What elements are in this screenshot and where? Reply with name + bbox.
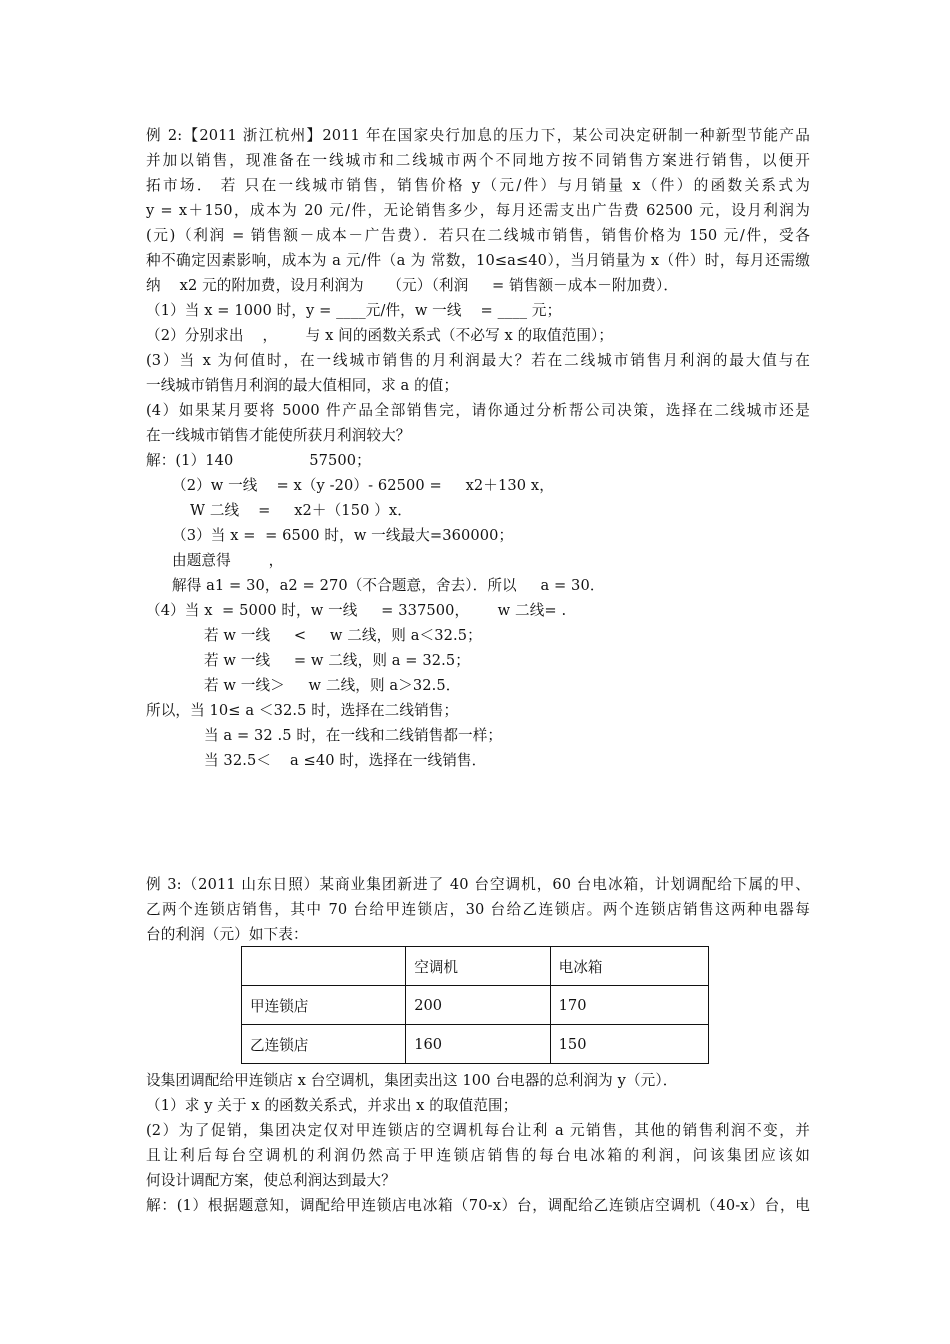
ex3-question-1: （1）求 y 关于 x 的函数关系式，并求出 x 的取值范围； [146,1097,518,1114]
ex2-conclusion-2: 当 a = 32 .5 时，在一线和二线销售都一样； [204,727,503,744]
ex3-question-2-cont: 且让利后每台空调机的利润仍然高于甲连锁店销售的每台电冰箱的利润，问该集团应该如 [146,1147,810,1164]
ex2-solution-4a: （4）当 x = 5000 时，w 一线 = 337500， w 二线= . [146,602,567,619]
table-header-cell: 空调机 [406,947,550,986]
ex3-line-2: 乙两个连锁店销售，其中 70 台给甲连锁店，30 台给乙连锁店。两个连锁店销售这两种电器每 [146,901,810,918]
table-cell: 150 [550,1025,708,1064]
table-cell: 170 [550,986,708,1025]
ex3-solution-1: 解：(1）根据题意知，调配给甲连锁店电冰箱（70-x）台，调配给乙连锁店空调机（40-x）台，电 [146,1197,810,1214]
ex2-line-5: (元)（利润 = 销售额－成本－广告费）．若只在二线城市销售，销售价格为 150 元/件，受各 [146,227,810,244]
ex2-solution-3b: 由题意得 ， [172,552,284,569]
ex2-solution-3c: 解得 a1 = 30，a2 = 270（不合题意，舍去）．所以 a = 30． [172,577,605,594]
table-row [242,986,709,1025]
ex2-question-4-cont: 在一线城市销售才能使所获月利润较大？ [146,427,411,444]
ex2-question-2: （2）分别求出 ， 与 x 间的函数关系式（不必写 x 的取值范围）； [146,327,614,344]
ex2-solution-4b: 若 w 一线 < w 二线，则 a＜32.5； [204,627,482,644]
table-row [242,1025,709,1064]
ex2-question-3-cont: 一线城市销售月利润的最大值相同，求 a 的值； [146,377,459,394]
ex3-question-2-end: 何设计调配方案，使总利润达到最大？ [146,1172,396,1189]
ex2-question-1: （1）当 x = 1000 时，y = ____元/件，w 一线 = ____ 元； [146,302,562,319]
ex2-line-4: y = x＋150，成本为 20 元/件，无论销售多少，每月还需支出广告费 62500 元，设月利润为 [146,202,810,219]
table-header-cell: 电冰箱 [550,947,708,986]
ex2-question-4: (4）如果某月要将 5000 件产品全部销售完，请你通过分析帮公司决策，选择在二线城市还是 [146,402,810,419]
ex2-solution-4d: 若 w 一线＞ w 二线，则 a＞32.5． [204,677,461,694]
table-header-cell [242,947,406,986]
ex3-after-1: 设集团调配给甲连锁店 x 台空调机，集团卖出这 100 台电器的总利润为 y（元）． [146,1072,678,1089]
ex3-line-1: 例 3:（2011 山东日照）某商业集团新进了 40 台空调机，60 台电冰箱，计划调配给下属的甲、 [146,876,810,893]
table-cell: 160 [406,1025,550,1064]
ex2-conclusion-1: 所以，当 10≤ a ＜32.5 时，选择在二线销售； [146,702,459,719]
ex3-question-2: (2）为了促销，集团决定仅对甲连锁店的空调机每台让利 a 元销售，其他的销售利润不变，并 [146,1122,810,1139]
table-cell: 200 [406,986,550,1025]
ex2-solution-2a: （2）w 一线 = x（y -20）- 62500 = x2＋130 x， [172,477,554,494]
table-cell: 甲连锁店 [242,986,406,1025]
table-cell: 乙连锁店 [242,1025,406,1064]
ex2-solution-4c: 若 w 一线 = w 二线，则 a = 32.5； [204,652,470,669]
ex3-line-3: 台的利润（元）如下表： [146,926,308,943]
ex2-line-7: 纳 x2 元的附加费，设月利润为 （元）（利润 = 销售额－成本－附加费）． [146,277,679,294]
ex2-solution-2b: W 二线 = x2＋（150 ）x． [190,502,412,519]
ex2-solution-3a: （3）当 x = = 6500 时，w 一线最大=360000； [172,527,514,544]
ex2-solution-1: 解：(1）140 57500； [146,452,371,469]
table-header-row [242,947,709,986]
ex2-line-1: 例 2:【2011 浙江杭州】2011 年在国家央行加息的压力下，某公司决定研制一种新型节能产品 [146,127,810,144]
ex2-line-2: 并加以销售，现准备在一线城市和二线城市两个不同地方按不同销售方案进行销售，以便开 [146,152,810,169]
ex2-line-3: 拓市场． 若 只在一线城市销售，销售价格 y（元/件）与月销量 x（件）的函数关系式为 [146,177,810,194]
ex2-conclusion-3: 当 32.5＜ a ≤40 时，选择在一线销售． [204,752,487,769]
ex2-question-3: (3）当 x 为何值时，在一线城市销售的月利润最大？若在二线城市销售月利润的最大值与在 [146,352,810,369]
profit-table [241,946,709,1064]
ex2-line-6: 种不确定因素影响，成本为 a 元/件（a 为 常数，10≤a≤40），当月销量为 x（件）时，每月还需缴 [146,252,810,269]
